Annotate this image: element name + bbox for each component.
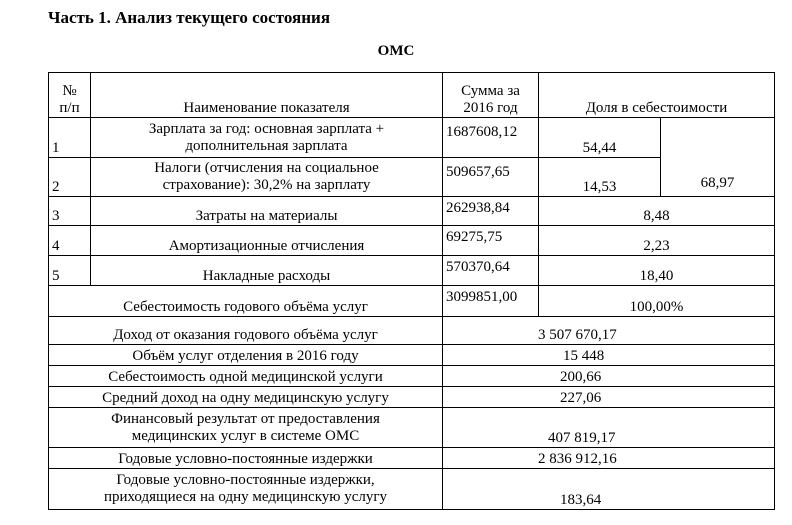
header-name: Наименование показателя [91,73,443,118]
section-title: ОМС [377,43,415,59]
summary-value: 227,06 [443,387,775,408]
summary-label: Доход от оказания годового объёма услуг [49,317,443,345]
summary-label [49,469,443,510]
summary-row [49,345,775,366]
row-sum: 509657,65 [443,158,539,197]
summary-value: 2 836 912,16 [443,448,775,469]
row-name: Накладные расходы [91,256,443,286]
row-name: Амортизационные отчисления [91,226,443,256]
row-sum: 69275,75 [443,226,539,256]
table-row [49,197,775,226]
summary-label: Объём услуг отделения в 2016 году [49,345,443,366]
row-sum: 262938,84 [443,197,539,226]
table-header-row [49,73,775,118]
summary-value: 15 448 [443,345,775,366]
summary-row [49,448,775,469]
row-name [91,158,443,197]
summary-row [49,317,775,345]
cost-analysis-table [48,72,775,510]
header-number-line1: № [62,83,77,99]
row-share: 18,40 [539,256,775,286]
row-share: 14,53 [539,158,661,197]
summary-label-line1: Годовые условно-постоянные издержки, [116,472,375,488]
row-share: 8,48 [539,197,775,226]
summary-value: 407 819,17 [443,408,775,448]
summary-label: Годовые условно-постоянные издержки [49,448,443,469]
page-heading: Часть 1. Анализ текущего состояния [48,8,331,27]
row-name: Затраты на материалы [91,197,443,226]
row-share: 54,44 [539,118,661,158]
summary-label-line2: приходящиеся на одну медицинскую услугу [103,489,388,505]
summary-row [49,469,775,510]
header-share: Доля в себестоимости [539,73,775,118]
header-number-line2: п/п [59,100,80,116]
summary-label-line1: Финансовый результат от предоставления [111,410,380,427]
row-name-line1: Зарплата за год: основная зарплата + [148,120,385,137]
row-name-line2: страхование): 30,2% на зарплату [162,177,371,193]
row-number: 3 [49,197,91,226]
row-number: 2 [49,158,91,197]
summary-label-line2: медицинских услуг в системе ОМС [131,427,360,444]
cost-row [49,286,775,317]
summary-value: 200,66 [443,366,775,387]
row-sum: 570370,64 [443,256,539,286]
row-sum: 1687608,12 [443,118,539,158]
cost-row-sum: 3099851,00 [443,286,539,317]
summary-value: 3 507 670,17 [443,317,775,345]
header-number [49,73,91,118]
summary-row [49,408,775,448]
row-name [91,118,443,158]
row-number: 1 [49,118,91,158]
header-sum [443,73,539,118]
header-sum-line1: Сумма за [461,83,520,99]
table-row [49,256,775,286]
summary-label: Средний доход на одну медицинскую услугу [49,387,443,408]
summary-value: 183,64 [443,469,775,510]
header-sum-line2: 2016 год [463,100,518,116]
row-number: 5 [49,256,91,286]
summary-row [49,387,775,408]
summary-label [49,408,443,448]
row-share: 2,23 [539,226,775,256]
combined-share: 68,97 [661,118,775,197]
row-name-line1: Налоги (отчисления на социальное [154,160,379,176]
table-row [49,118,775,158]
row-name-line2: дополнительная зарплата [185,137,348,154]
summary-label: Себестоимость одной медицинской услуги [49,366,443,387]
cost-row-label: Себестоимость годового объёма услуг [49,286,443,317]
row-number: 4 [49,226,91,256]
table-row [49,226,775,256]
cost-row-share: 100,00% [539,286,775,317]
summary-row [49,366,775,387]
